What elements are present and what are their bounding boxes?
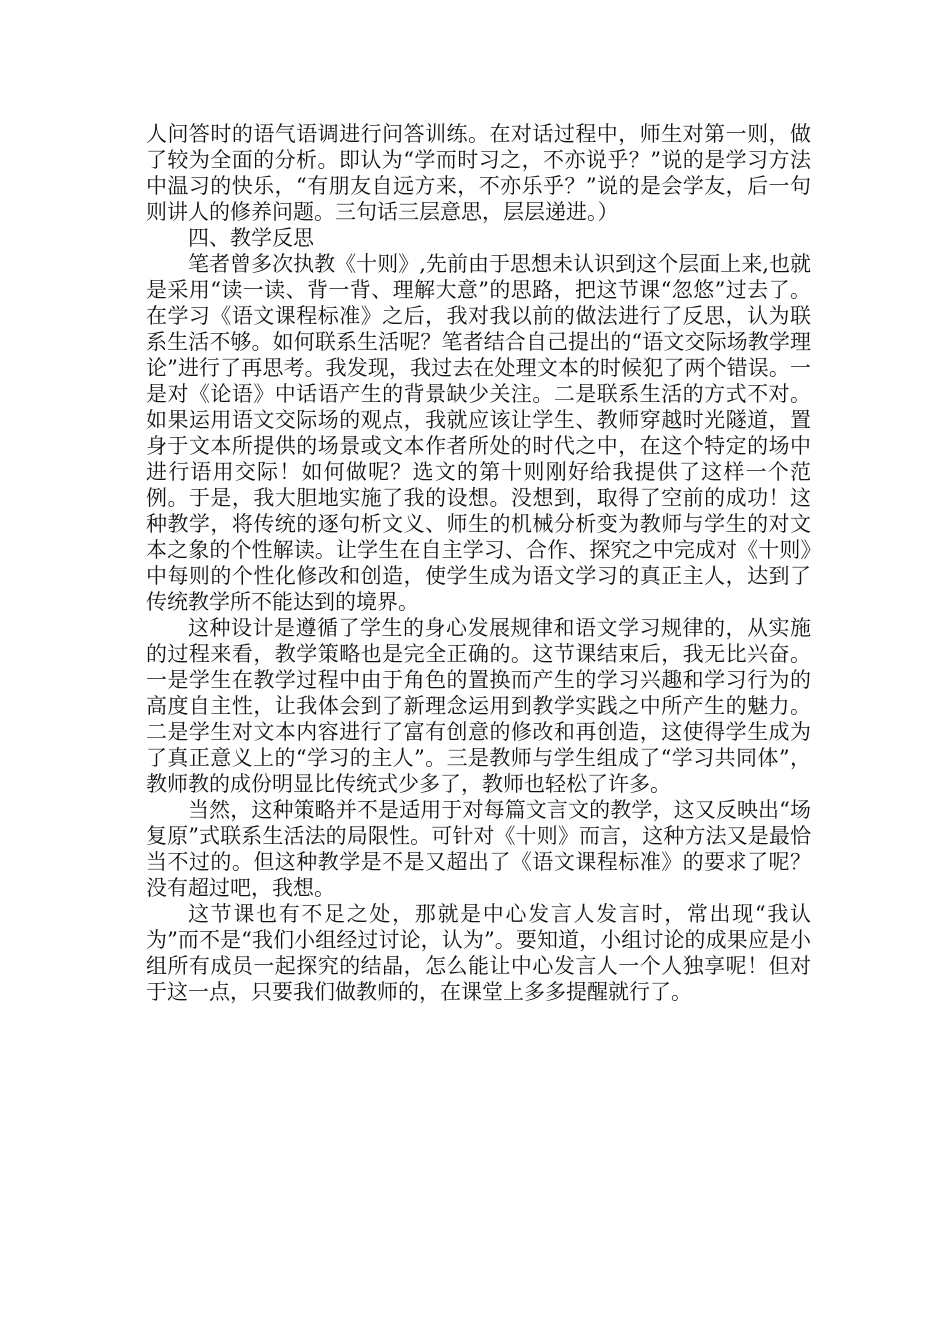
body-text: [146, 121, 811, 1005]
paragraph-reflection-2: 这种设计是遵循了学生的身心发展规律和语文学习规律的，从实施的过程来看，教学策略也是完全正确的。这节课结束后，我无比兴奋。一是学生在教学过程中由于角色的置换而产生的学习兴趣和学习行为的高度自主性，让我体会到了新理念运用到教学实践之中所产生的魅力。二是学生对文本内容进行了富有创意的修改和再创造，这使得学生成为了真正意义上的“学习的主人”。三是教师与学生组成了“学习共同体”，教师教的成份明显比传统式少多了，教师也轻松了许多。: [146, 616, 811, 796]
section-heading-teaching-reflection: 四、教学反思: [188, 226, 314, 250]
paragraph-continuation: 人问答时的语气语调进行问答训练。在对话过程中，师生对第一则，做了较为全面的分析。即认为“学而时习之，不亦说乎？”说的是学习方法中温习的快乐，“有朋友自远方来，不亦乐乎？”说的是会学友，后一句则讲人的修养问题。三句话三层意思，层层递进。）: [146, 122, 811, 224]
paragraph-reflection-1: 笔者曾多次执教《十则》,先前由于思想未认识到这个层面上来,也就是采用“读一读、背一背、理解大意”的思路，把这节课“忽悠”过去了。在学习《语文课程标准》之后，我对我以前的做法进行了反思，认为联系生活不够。如何联系生活呢？笔者结合自己提出的“语文交际场教学理论”进行了再思考。我发现，我过去在处理文本的时候犯了两个错误。一是对《论语》中话语产生的背景缺少关注。二是联系生活的方式不对。如果运用语文交际场的观点，我就应该让学生、教师穿越时光隧道，置身于文本所提供的场景或文本作者所处的时代之中，在这个特定的场中进行语用交际！如何做呢？选文的第十则刚好给我提供了这样一个范例。于是，我大胆地实施了我的设想。没想到，取得了空前的成功！这种教学，将传统的逐句析文义、师生的机械分析变为教师与学生的对文本之象的个性解读。让学生在自主学习、合作、探究之中完成对《十则》中每则的个性化修改和创造，使学生成为语文学习的真正主人，达到了传统教学所不能达到的境界。: [146, 252, 811, 614]
paragraph-reflection-4: 这节课也有不足之处，那就是中心发言人发言时，常出现“我认为”而不是“我们小组经过讨论，认为”。要知道，小组讨论的成果应是小组所有成员一起探究的结晶，怎么能让中心发言人一个人独享呢！但对于这一点，只要我们做教师的，在课堂上多多提醒就行了。: [146, 902, 811, 1004]
paragraph-reflection-3: 当然，这种策略并不是适用于对每篇文言文的教学，这又反映出“场复原”式联系生活法的局限性。可针对《十则》而言，这种方法又是最恰当不过的。但这种教学是不是又超出了《语文课程标准》的要求了呢？没有超过吧，我想。: [146, 798, 811, 900]
